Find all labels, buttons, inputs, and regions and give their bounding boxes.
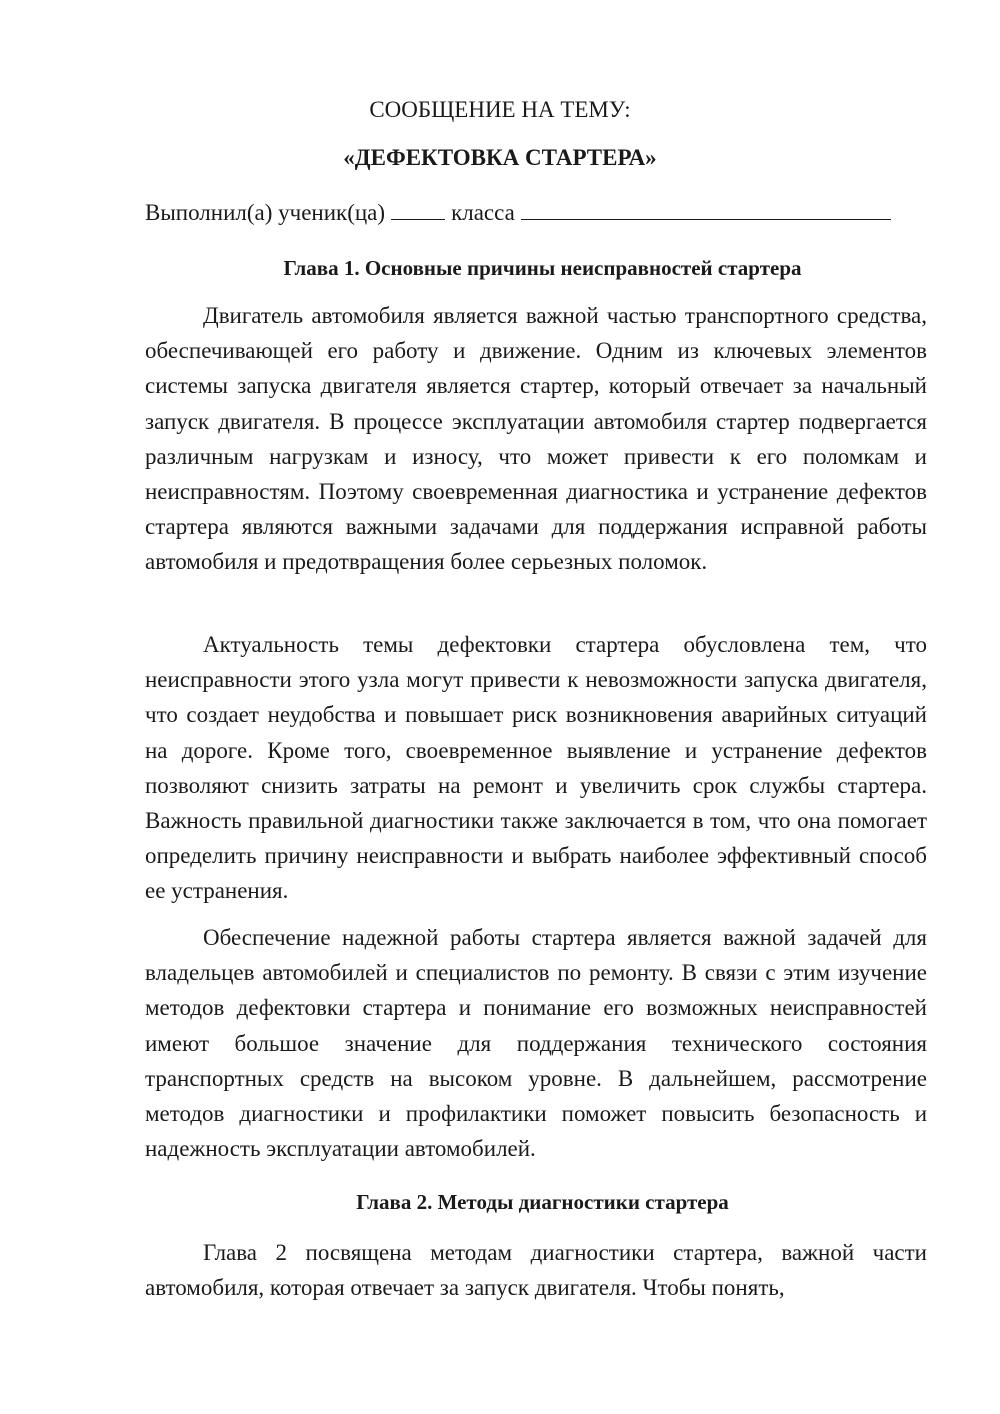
document-title-line-2: «ДЕФЕКТОВКА СТАРТЕРА» [343, 145, 657, 170]
chapter-1-paragraph-1: Двигатель автомобиля является важной частью транспортного средства, обеспечивающей его работу и движение. Одним из ключевых элементов системы запуска двигателя является стартер, который отвечает за начальный запуск двигателя. В процессе эксплуатации автомобиля стартер подвергается различным нагрузкам и износу, что может привести к его поломкам и неисправностям. Поэтому своевременная диагностика и устранение дефектов стартера являются важными задачами для поддержания исправной работы автомобиля и предотвращения более серьезных поломок. [145, 303, 927, 575]
chapter-2-paragraph-1: Глава 2 посвящена методам диагностики стартера, важной части автомобиля, которая отвечает за запуск двигателя. Чтобы понять, [145, 1240, 927, 1301]
class-blank-field [521, 197, 891, 220]
chapter-1-paragraph-3: Обеспечение надежной работы стартера является важной задачей для владельцев автомобилей и специалистов по ремонту. В связи с этим изучение методов дефектовки стартера и понимание его возможных неисправностей имеют большое значение для поддержания технического состояния транспортных средств на высоком уровне. В дальнейшем, рассмотрение методов диагностики и профилактики поможет повысить безопасность и надежность эксплуатации автомобилей. [145, 925, 927, 1162]
chapter-2-heading: Глава 2. Методы диагностики стартера [356, 1190, 729, 1214]
chapter-1-paragraph-2: Актуальность темы дефектовки стартера обусловлена тем, что неисправности этого узла могут привести к невозможности запуска двигателя, что создает неудобства и повышает риск возникновения аварийных ситуаций на дороге. Кроме того, своевременное выявление и устранение дефектов позволяют снизить затраты на ремонт и увеличить срок службы стартера. Важность правильной диагностики также заключается в том, что она помогает определить причину неисправности и выбрать наиболее эффективный способ ее устранения. [145, 632, 927, 904]
class-label: класса [451, 200, 515, 225]
author-label: Выполнил(а) ученик(ца) [145, 200, 386, 225]
author-line [145, 197, 925, 228]
document-title-line-1: СООБЩЕНИЕ НА ТЕМУ: [369, 97, 631, 122]
chapter-1-heading: Глава 1. Основные причины неисправностей стартера [283, 256, 802, 280]
grade-blank-field [391, 197, 445, 220]
